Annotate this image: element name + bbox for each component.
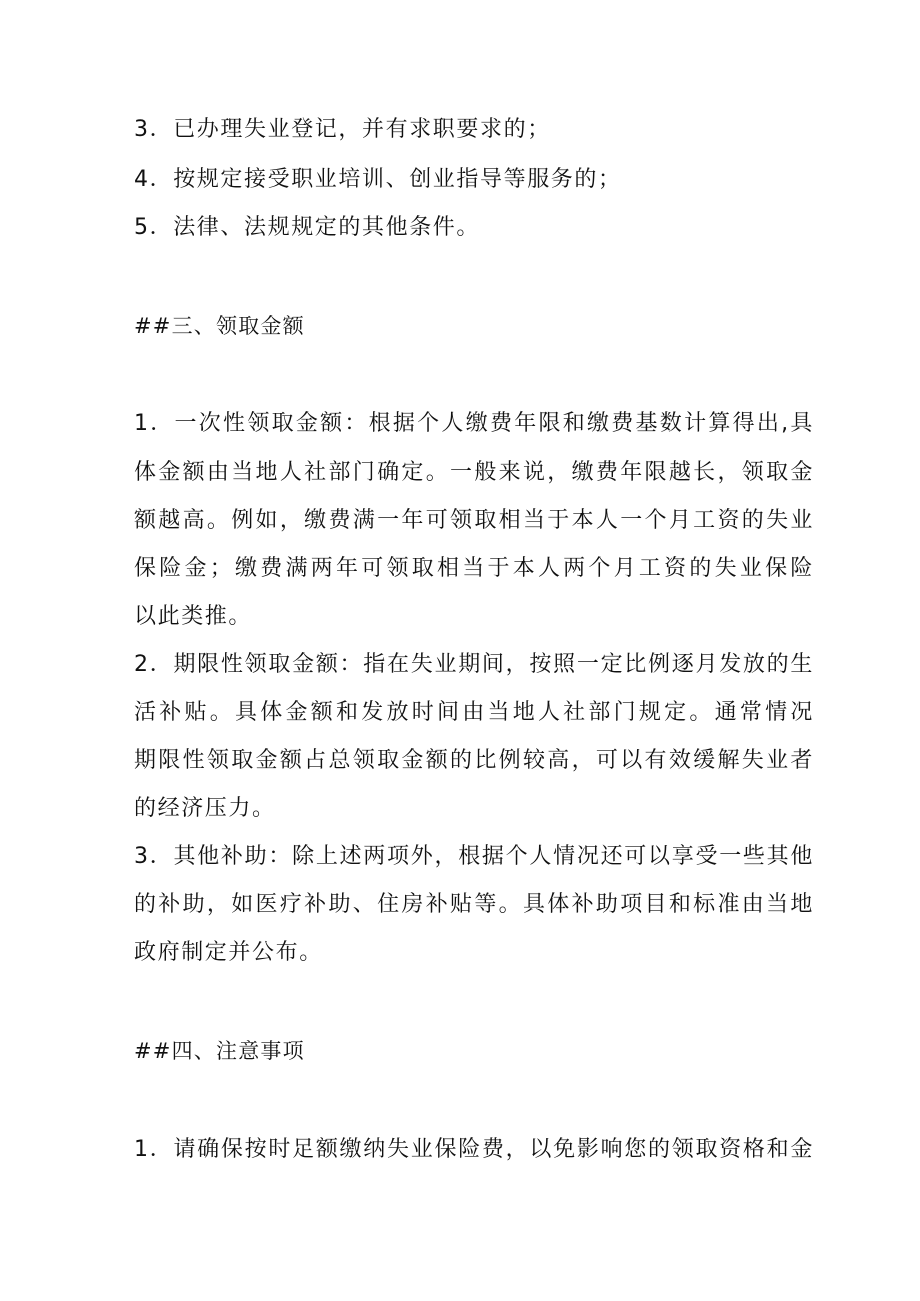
section-4-heading: ##四、注意事项 xyxy=(134,1039,305,1063)
section-3-item-1-line-5: 以此类推。 xyxy=(134,604,253,629)
section-3-item-1-line-4: 保险金；缴费满两年可领取相当于本人两个月工资的失业保险 xyxy=(134,556,814,581)
section-3-item-3-line-1: 3．其他补助：除上述两项外，根据个人情况还可以享受一些其他 xyxy=(134,844,814,869)
section-3-item-3-line-2: 的补助，如医疗补助、住房补贴等。具体补助项目和标准由当地 xyxy=(134,892,814,917)
section-3-item-2-line-2: 活补贴。具体金额和发放时间由当地人社部门规定。通常情况 xyxy=(134,700,814,725)
section-3-item-1-line-1: 1．一次性领取金额：根据个人缴费年限和缴费基数计算得出,具 xyxy=(134,411,814,436)
section-4-item-1-line-1: 1．请确保按时足额缴纳失业保险费，以免影响您的领取资格和金 xyxy=(134,1137,814,1162)
section-3-item-1-line-2: 体金额由当地人社部门确定。一般来说，缴费年限越长，领取金 xyxy=(134,460,814,485)
condition-item-3: 3．已办理失业登记，并有求职要求的； xyxy=(134,117,551,142)
section-3-item-3-line-3: 政府制定并公布。 xyxy=(134,940,323,965)
condition-item-4: 4．按规定接受职业培训、创业指导等服务的； xyxy=(134,167,622,192)
section-3-item-2-line-4: 的经济压力。 xyxy=(134,796,276,821)
section-3-heading: ##三、领取金额 xyxy=(134,314,305,338)
section-3-item-2-line-3: 期限性领取金额占总领取金额的比例较高，可以有效缓解失业者 xyxy=(134,748,814,773)
section-3-item-1-line-3: 额越高。例如，缴费满一年可领取相当于本人一个月工资的失业 xyxy=(134,508,814,533)
condition-item-5: 5．法律、法规规定的其他条件。 xyxy=(134,215,480,240)
section-3-item-2-line-1: 2．期限性领取金额：指在失业期间，按照一定比例逐月发放的生 xyxy=(134,652,814,677)
